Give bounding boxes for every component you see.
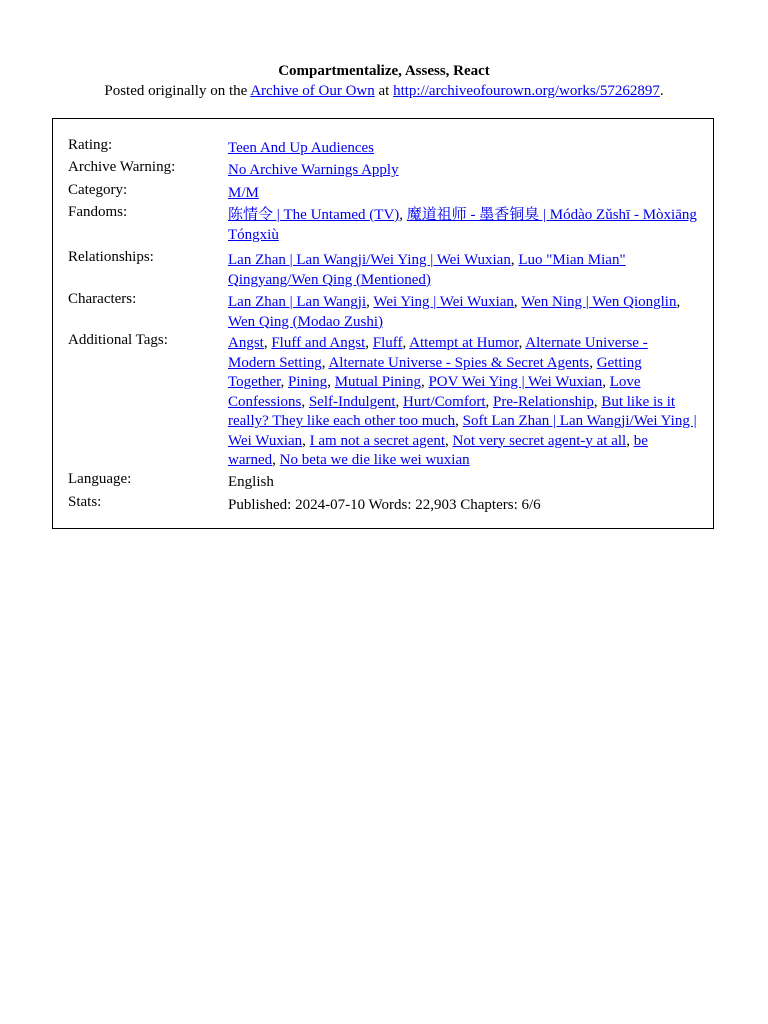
category-tags bbox=[228, 184, 698, 204]
posted-line bbox=[0, 81, 768, 101]
characters-tags: Lan Zhan | Lan Wangji, Wei Ying | Wei Wuxian, Wen Ning | Wen Qionglin, Wen Qing (Modao Zushi) bbox=[228, 294, 681, 330]
additional-tags-tag-link[interactable]: Pining bbox=[288, 374, 328, 390]
category-label: Category: bbox=[68, 182, 128, 198]
additional-tags-tag-link[interactable]: Alternate Universe - Modern Setting bbox=[228, 335, 648, 371]
additional-tags-label: Additional Tags: bbox=[68, 332, 168, 348]
additional-tags-tag-link[interactable]: Mutual Pining bbox=[334, 374, 421, 390]
fandoms-tag-link[interactable]: 魔道祖师 - 墨香铜臭 | Módào Zǔshī - Mòxiāng Tóngxiù bbox=[228, 207, 697, 243]
stats-value: Published: 2024-07-10 Words: 22,903 Chapters: 6/6 bbox=[228, 497, 541, 513]
additional-tags-tag-link[interactable]: Hurt/Comfort bbox=[403, 393, 486, 410]
language-label: Language: bbox=[68, 471, 132, 487]
additional-tags-tag-link[interactable]: Attempt at Humor bbox=[409, 335, 519, 351]
rating-label: Rating: bbox=[68, 137, 113, 153]
additional-tags-tag-link[interactable]: Getting Together bbox=[228, 354, 642, 390]
additional-tags-tag-link[interactable]: Fluff and Angst bbox=[271, 335, 366, 351]
end-punct: . bbox=[659, 83, 664, 99]
posted-prefix: Posted originally on the bbox=[104, 83, 251, 99]
category-tag-link[interactable]: M/M bbox=[228, 185, 259, 201]
warning-tag-link[interactable]: No Archive Warnings Apply bbox=[228, 162, 399, 178]
fandoms-tags: 陈情令 | The Untamed (TV), 魔道祖师 - 墨香铜臭 | Módào Zǔshī - Mòxiāng Tóngxiù bbox=[228, 207, 697, 243]
characters-tag-link[interactable]: Wei Ying | Wei Wuxian bbox=[373, 294, 514, 310]
additional-tags-tag-link[interactable]: Love Confessions bbox=[228, 374, 641, 410]
work-url-link[interactable]: http://archiveofourown.org/works/57262897 bbox=[393, 83, 660, 99]
relationships-tag-link[interactable]: Luo "Mian Mian" Qingyang/Wen Qing (Mentioned) bbox=[228, 252, 626, 288]
relationships-tags: Lan Zhan | Lan Wangji/Wei Ying | Wei Wuxian, Luo "Mian Mian" Qingyang/Wen Qing (Mentioned) bbox=[228, 252, 626, 288]
additional-tags-tag-link[interactable]: No beta we die like wei wuxian bbox=[279, 452, 470, 468]
additional-tags-tag-link[interactable]: But like is it really? They like each other too much bbox=[228, 393, 676, 429]
archive-link[interactable]: Archive of Our Own bbox=[250, 83, 375, 99]
additional-tags-tag-link[interactable]: POV Wei Ying | Wei Wuxian bbox=[428, 374, 603, 390]
language-value: English bbox=[228, 474, 274, 490]
rating-tag-link[interactable]: Teen And Up Audiences bbox=[228, 140, 375, 156]
warning-label: Archive Warning: bbox=[68, 159, 176, 175]
stats-label: Stats: bbox=[68, 494, 102, 510]
additional-tags-tag-link[interactable]: Alternate Universe - Spies & Secret Agents bbox=[328, 354, 590, 371]
additional-tags-tag-link[interactable]: Self-Indulgent bbox=[308, 393, 396, 410]
additional-tags-tag-link[interactable]: Not very secret agent-y at all bbox=[452, 432, 627, 449]
work-metadata-box bbox=[52, 118, 714, 529]
work-title: Compartmentalize, Assess, React bbox=[278, 63, 490, 79]
additional-tags-tag-link[interactable]: Angst bbox=[228, 335, 264, 351]
additional-tags-tag-link[interactable]: Soft Lan Zhan | Lan Wangji/Wei Ying | Wei Wuxian bbox=[228, 413, 697, 449]
work-header bbox=[0, 61, 768, 101]
rating-tags bbox=[228, 139, 698, 159]
additional-tags-tag-link[interactable]: I am not a secret agent bbox=[309, 432, 446, 449]
relationships-label: Relationships: bbox=[68, 249, 154, 265]
characters-tag-link[interactable]: Wen Ning | Wen Qionglin bbox=[521, 294, 677, 310]
additional-tags-tag-link[interactable]: Pre-Relationship bbox=[493, 393, 594, 410]
fandoms-label: Fandoms: bbox=[68, 204, 128, 220]
characters-label: Characters: bbox=[68, 291, 137, 307]
relationships-tag-link[interactable]: Lan Zhan | Lan Wangji/Wei Ying | Wei Wuxian bbox=[228, 252, 511, 268]
at-text: at bbox=[374, 83, 394, 99]
additional-tags-tag-link[interactable]: be warned bbox=[228, 432, 648, 468]
warning-tags bbox=[228, 161, 698, 181]
additional-tags-tag-link[interactable]: Fluff bbox=[372, 335, 403, 351]
fandoms-tag-link[interactable]: 陈情令 | The Untamed (TV) bbox=[228, 207, 400, 223]
characters-tag-link[interactable]: Wen Qing (Modao Zushi) bbox=[228, 313, 384, 330]
characters-tag-link[interactable]: Lan Zhan | Lan Wangji bbox=[228, 294, 367, 310]
additional-tags: Angst, Fluff and Angst, Fluff, Attempt at Humor, Alternate Universe - Modern Setting, Alternate Universe - Spies & Secret Agents, Getting Together, Pining, Mutual Pining, POV Wei Ying | Wei Wuxian, Love Confessions, Self-Indulgent, Hurt/Comfort, Pre-Relationship, But like is it really? They like each other too much, Soft Lan Zhan | Lan Wangji/Wei Ying | Wei Wuxian, I am not a secret agent, Not very secret agent-y at all, be warned, No beta we die like wei wuxian bbox=[228, 335, 697, 468]
